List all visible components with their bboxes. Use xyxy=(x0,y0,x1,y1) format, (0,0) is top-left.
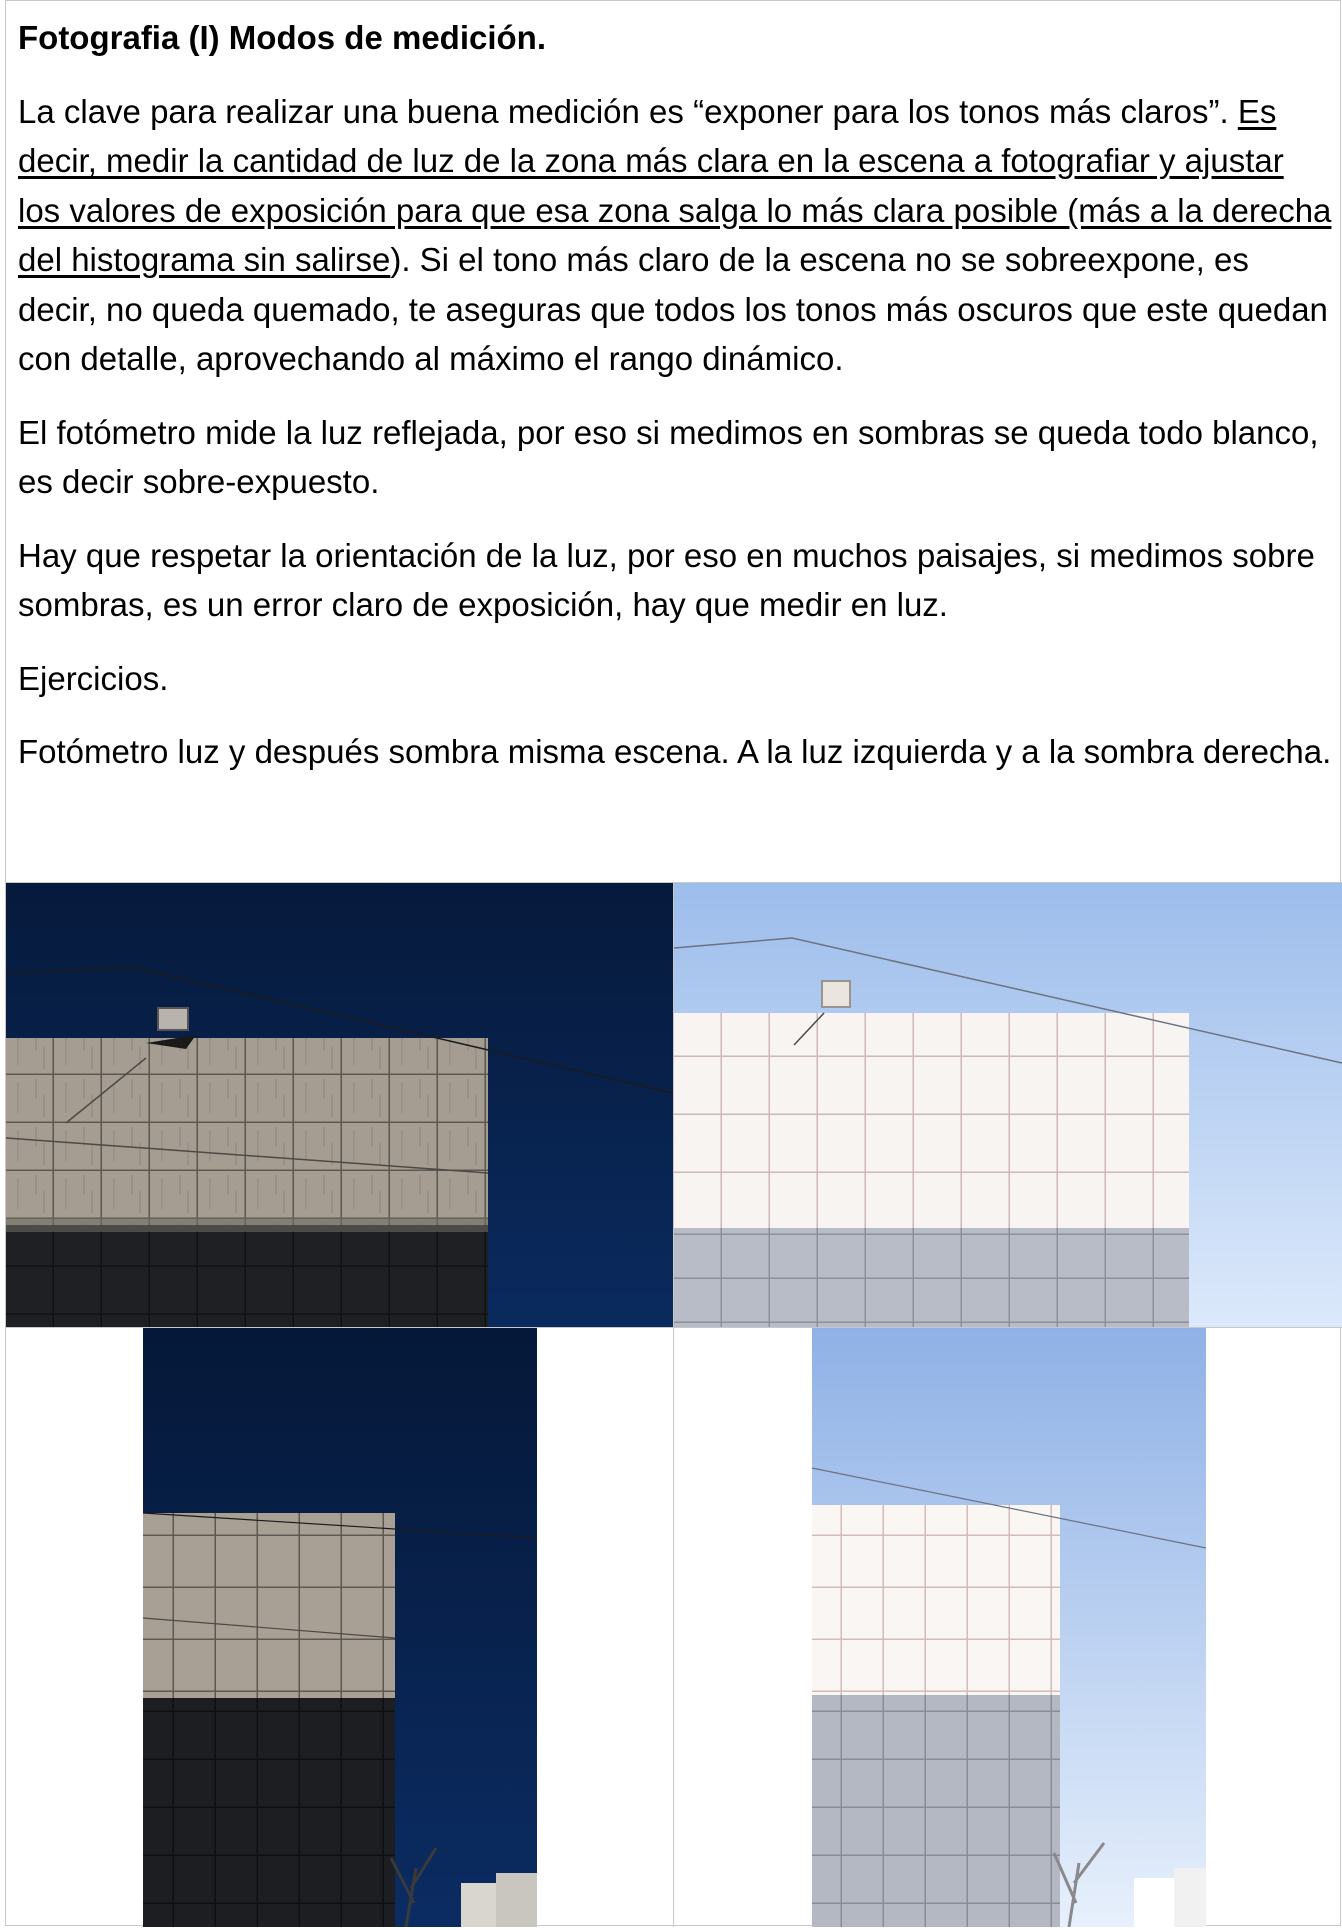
photo-light-metered-portrait xyxy=(6,1328,673,1927)
paragraph-exercises: Ejercicios. xyxy=(18,659,169,697)
document-page xyxy=(5,0,1341,1926)
paragraph-text: La clave para realizar una buena medición es “exponer para los tonos más claros”. xyxy=(18,92,1238,130)
photo-grid xyxy=(6,882,1342,1927)
photo-light-metered-landscape xyxy=(6,883,673,1327)
paragraph-light-orientation: Hay que respetar la orientación de la luz, por eso en muchos paisajes, si medimos sobre sombras, es un error claro de exposición, hay que medir en luz. xyxy=(18,536,1315,623)
paragraph-exercise-description: Fotómetro luz y después sombra misma escena. A la luz izquierda y a la sombra derecha. xyxy=(18,733,1332,770)
document-text xyxy=(18,1,1334,801)
photo-shadow-metered-landscape xyxy=(674,883,1342,1327)
photo-shadow-metered-portrait xyxy=(674,1328,1342,1927)
paragraph-key-metering xyxy=(18,87,1334,384)
paragraph-reflected-light: El fotómetro mide la luz reflejada, por eso si medimos en sombras se queda todo blanco, es decir sobre-expuesto. xyxy=(18,413,1319,500)
paragraph-text: ). Si el tono más claro de la escena no se sobreexpone, es decir, no queda quemado, te aseguras que todos los tonos más oscuros que este quedan con detalle, aprovechando al máximo el rango dinámico. xyxy=(18,241,1328,377)
document-title: Fotografia (I) Modos de medición. xyxy=(18,19,546,56)
underlined-text: Es decir, medir la cantidad de luz de la zona más clara en la escena a fotografiar y ajustar los valores de exposición para que esa zona salga lo más clara posible (más a la derecha del histograma sin salirse xyxy=(18,92,1332,278)
